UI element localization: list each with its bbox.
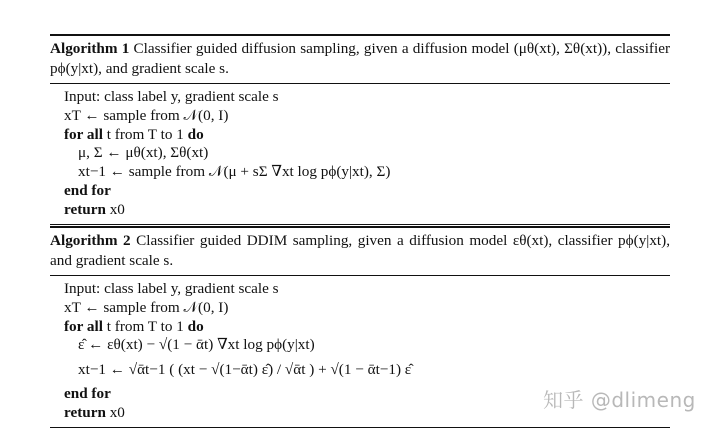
algo2-line-input: Input: class label y, gradient scale s	[64, 280, 279, 297]
algorithm-1-label: Algorithm 1	[50, 40, 130, 57]
algorithm-1-block	[50, 34, 670, 225]
algo1-line-init: xT ← sample from 𝒩(0, I)	[64, 106, 229, 124]
algorithm-2-label: Algorithm 2	[50, 232, 131, 249]
watermark: 知乎 @dlimeng	[543, 388, 696, 412]
algo1-line-endfor: end for	[64, 181, 111, 199]
algorithm-2-caption	[50, 228, 670, 275]
algo2-line-return: return x0	[64, 403, 125, 421]
algorithm-1-caption	[50, 36, 670, 83]
algo2-line-for: for all t from T to 1 do	[64, 317, 204, 335]
algo1-line-mu-sigma: μ, Σ ← μθ(xt), Σθ(xt)	[78, 144, 209, 162]
algo1-line-input: Input: class label y, gradient scale s	[64, 88, 279, 105]
algo2-line-eps-hat: ε̂ ← εθ(xt) − √(1 − ᾱt) ∇xt log pϕ(y|xt)	[78, 336, 315, 354]
algo1-line-return: return x0	[64, 200, 125, 218]
bottom-rule	[50, 224, 670, 225]
algorithm-1-body	[50, 84, 670, 224]
algorithm-1-caption-text: Classifier guided diffusion sampling, given a diffusion model (μθ(xt), Σθ(xt)), classifier pϕ(y|xt), and gradient scale s.	[50, 40, 671, 77]
algo1-line-sample: xt−1 ← sample from 𝒩(μ + sΣ ∇xt log pϕ(y|xt), Σ)	[78, 163, 391, 181]
algo2-line-init: xT ← sample from 𝒩(0, I)	[64, 298, 229, 316]
algorithm-2-caption-text: Classifier guided DDIM sampling, given a diffusion model εθ(xt), classifier pϕ(y|xt), and gradient scale s.	[50, 232, 670, 269]
algo1-line-for: for all t from T to 1 do	[64, 125, 204, 143]
algo2-line-endfor: end for	[64, 385, 111, 403]
algo2-line-update: xt−1 ← √ᾱt−1 ( (xt − √(1−ᾱt) ε̂) / √ᾱt ) + √(1 − ᾱt−1) ε̂	[78, 361, 412, 379]
